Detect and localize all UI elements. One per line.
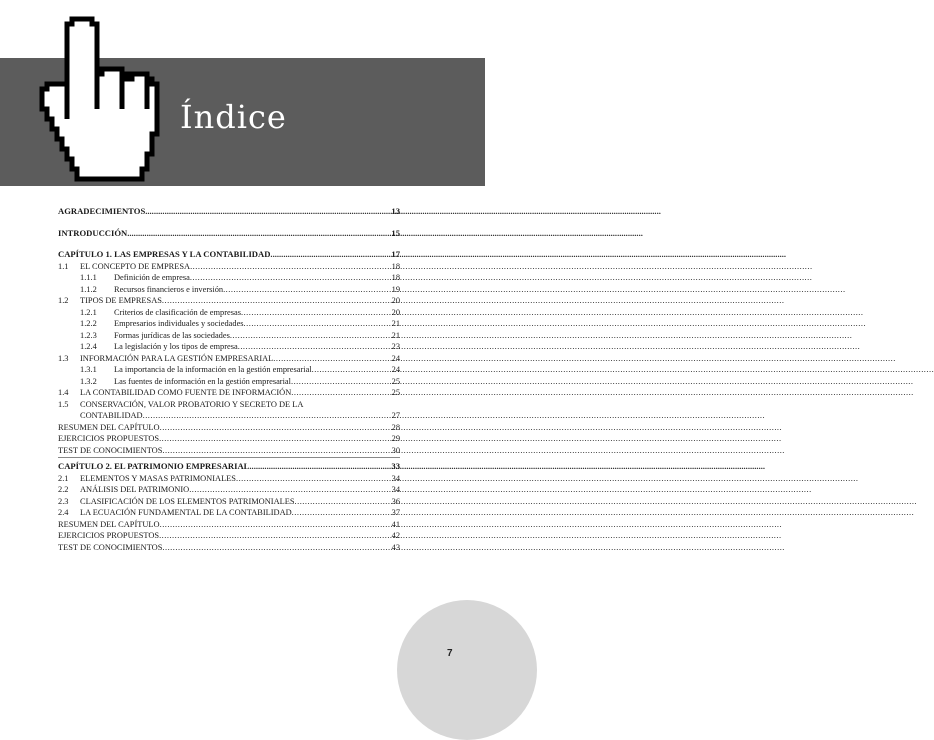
toc-section-1-5-line1: CONSERVACIÓN, VALOR PROBATORIO Y SECRETO DE LA [80, 399, 304, 409]
toc-section-2-3[interactable]: 2.3 CLASIFICACIÓN DE LOS ELEMENTOS PATRIMONIALES ..... 36 [58, 496, 400, 508]
toc-ejercicios-1[interactable]: EJERCICIOS PROPUESTOS ..... 29 [58, 433, 400, 445]
toc-section-1-5-continuation[interactable]: CONTABILIDAD ..... 27 [58, 410, 400, 422]
toc-test-1[interactable]: TEST DE CONOCIMIENTOS ..... 30 [58, 445, 400, 457]
toc-section-1-2[interactable]: 1.2 TIPOS DE EMPRESAS ..... 20 [58, 295, 400, 307]
toc-section-1-1[interactable]: 1.1 EL CONCEPTO DE EMPRESA ..... 18 [58, 261, 400, 273]
toc-chapter-2[interactable]: CAPÍTULO 2. EL PATRIMONIO EMPRESARIAL ..... 33 [58, 461, 400, 473]
toc-entry-introduccion[interactable]: INTRODUCCIÓN ..... 15 [58, 228, 400, 240]
toc-chapter-1[interactable]: CAPÍTULO 1. LAS EMPRESAS Y LA CONTABILIDAD ..... 17 [58, 249, 400, 261]
toc-entry-agradecimientos[interactable]: AGRADECIMIENTOS ..... 13 [58, 206, 400, 218]
table-of-contents [58, 206, 400, 553]
toc-test-2[interactable]: TEST DE CONOCIMIENTOS ..... 43 [58, 542, 400, 554]
toc-subsection-1-3-2[interactable]: 1.3.2 Las fuentes de información en la gestión empresarial ..... 25 [58, 376, 400, 388]
page-title: Índice [180, 98, 287, 136]
toc-subsection-1-2-4[interactable]: 1.2.4 La legislación y los tipos de empresa ..... 23 [58, 341, 400, 353]
toc-resumen-2[interactable]: RESUMEN DEL CAPÍTULO ..... 41 [58, 519, 400, 531]
toc-section-1-5[interactable]: 1.5 CONSERVACIÓN, VALOR PROBATORIO Y SECRETO DE LA [58, 399, 304, 409]
page-number: 7 [447, 648, 453, 659]
divider [58, 457, 400, 458]
toc-section-2-4[interactable]: 2.4 LA ECUACIÓN FUNDAMENTAL DE LA CONTABILIDAD ..... 37 [58, 507, 400, 519]
toc-subsection-1-1-1[interactable]: 1.1.1 Definición de empresa ..... 18 [58, 272, 400, 284]
toc-subsection-1-2-1[interactable]: 1.2.1 Criterios de clasificación de empresas ..... 20 [58, 307, 400, 319]
toc-ejercicios-2[interactable]: EJERCICIOS PROPUESTOS ..... 42 [58, 530, 400, 542]
toc-subsection-1-2-3[interactable]: 1.2.3 Formas jurídicas de las sociedades ..... 21 [58, 330, 400, 342]
pointing-hand-cursor-icon [22, 14, 172, 189]
toc-section-1-3[interactable]: 1.3 INFORMACIÓN PARA LA GESTIÓN EMPRESARIAL ..... 24 [58, 353, 400, 365]
toc-subsection-1-3-1[interactable]: 1.3.1 La importancia de la información en la gestión empresarial ..... 24 [58, 364, 400, 376]
toc-section-1-4[interactable]: 1.4 LA CONTABILIDAD COMO FUENTE DE INFORMACIÓN ..... 25 [58, 387, 400, 399]
toc-subsection-1-2-2[interactable]: 1.2.2 Empresarios individuales y sociedades ..... 21 [58, 318, 400, 330]
toc-section-2-1[interactable]: 2.1 ELEMENTOS Y MASAS PATRIMONIALES ..... 34 [58, 473, 400, 485]
toc-resumen-1[interactable]: RESUMEN DEL CAPÍTULO ..... 28 [58, 422, 400, 434]
toc-section-2-2[interactable]: 2.2 ANÁLISIS DEL PATRIMONIO ..... 34 [58, 484, 400, 496]
page-number-circle [397, 600, 537, 740]
toc-subsection-1-1-2[interactable]: 1.1.2 Recursos financieros e inversión ..... 19 [58, 284, 400, 296]
